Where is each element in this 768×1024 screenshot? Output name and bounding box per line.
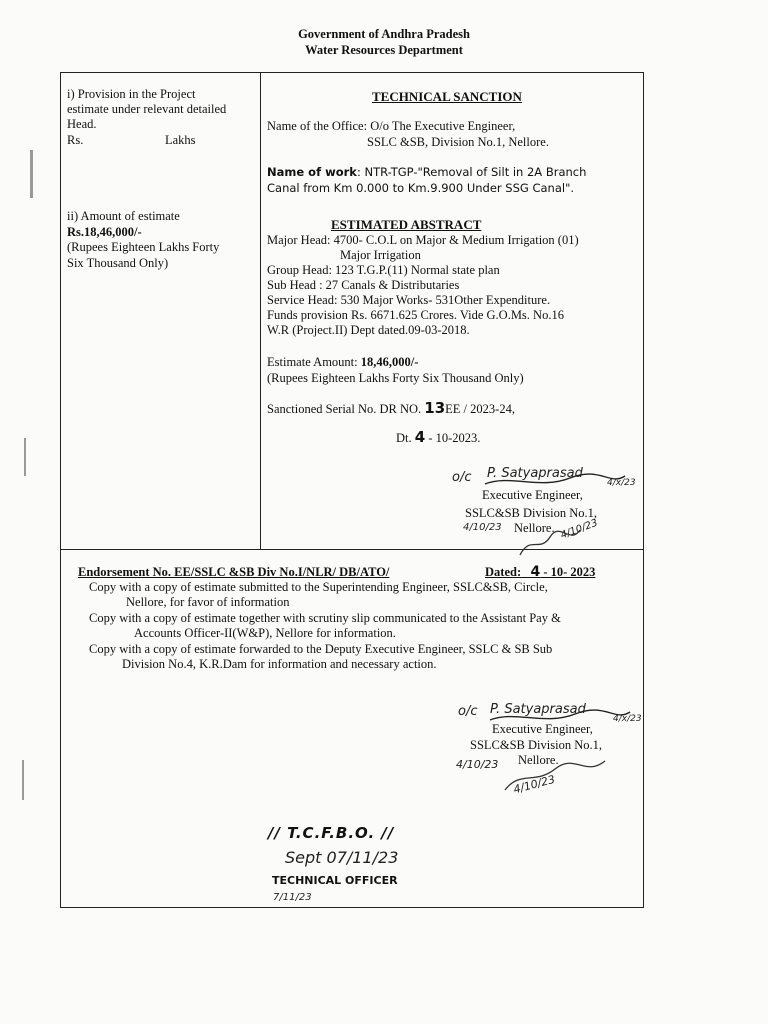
amount-words-1: (Rupees Eighteen Lakhs Forty (67, 240, 220, 254)
copy-3-line-2: Division No.4, K.R.Dam for information and necessary action. (122, 657, 437, 671)
copy-2-line-2: Accounts Officer-II(W&P), Nellore for information. (134, 626, 396, 640)
dated-handwritten: 4 (530, 564, 541, 580)
copy-1-line-2: Nellore, for favor of information (126, 595, 290, 609)
signature-scrawl: P. Satyaprasad (487, 466, 583, 481)
serial-suffix: EE / 2023-24, (445, 402, 515, 416)
scan-mark (24, 438, 26, 476)
serial-prefix: Sanctioned Serial No. DR NO. (267, 402, 425, 416)
signature-hand-date-right: 4/10/23 (559, 517, 600, 542)
copy-1-line-1: Copy with a copy of estimate submitted to the Superintending Engineer, SSLC&SB, Circle, (89, 580, 548, 594)
signature-hand-date-right: 4/10/23 (512, 772, 557, 797)
amount-line-1: ii) Amount of estimate (67, 209, 180, 223)
stamp-hand-date: 7/11/23 (273, 892, 312, 903)
rs-label: Rs. (67, 133, 84, 147)
lakhs-label: Lakhs (165, 133, 196, 147)
signature-hand-date-left: 4/10/23 (456, 758, 499, 771)
office-line-2: SSLC &SB, Division No.1, Nellore. (367, 135, 549, 149)
scan-mark (30, 150, 33, 198)
major-head-line-2: Major Irrigation (340, 248, 421, 262)
signature-designation: Executive Engineer, (482, 488, 583, 502)
date-handwritten: 4 (414, 428, 426, 446)
date-prefix: Dt. (396, 431, 415, 445)
estimate-amount (267, 355, 418, 371)
estimated-abstract-title: ESTIMATED ABSTRACT (331, 217, 482, 232)
dated-suffix: - 10- 2023 (540, 565, 596, 579)
service-head: Service Head: 530 Major Works- 531Other Expenditure. (267, 293, 551, 307)
work-line-2: Canal from Km 0.000 to Km.9.900 Under SSG Canal". (267, 181, 575, 195)
major-head-line-1: Major Head: 4700- C.O.L on Major & Medium Irrigation (01) (267, 233, 579, 247)
signature-date: 4/x/23 (613, 714, 642, 724)
government-title: Government of Andhra Pradesh (298, 27, 470, 41)
signature-designation: Executive Engineer, (492, 722, 593, 736)
funds-line-2: W.R (Project.II) Dept dated.09-03-2018. (267, 323, 470, 337)
technical-sanction-title: TECHNICAL SANCTION (372, 89, 522, 104)
copy-2-line-1: Copy with a copy of estimate together with scrutiny slip communicated to the Assistant Pay & (89, 611, 561, 625)
dated-label: Dated: (485, 565, 522, 579)
group-head: Group Head: 123 T.G.P.(11) Normal state plan (267, 263, 500, 277)
signature-flourish (500, 755, 610, 795)
provision-line-2: estimate under relevant detailed (67, 102, 227, 116)
department-title: Water Resources Department (305, 43, 463, 57)
estimate-amount-words: (Rupees Eighteen Lakhs Forty Six Thousand Only) (267, 371, 524, 385)
sanction-serial (267, 401, 515, 418)
signature-initial: o/c (458, 704, 478, 719)
work-label: Name of work (267, 165, 357, 179)
signature-place: Nellore. (514, 521, 555, 535)
signature-division: SSLC&SB Division No.1, (470, 738, 602, 752)
sanction-date (396, 430, 480, 447)
stamp-signature: Sept 07/11/23 (285, 848, 399, 867)
estimate-amount-label: Estimate Amount: (267, 355, 361, 369)
work-line-1 (267, 165, 586, 181)
signature-place: Nellore. (518, 753, 559, 767)
document-header (0, 26, 768, 58)
office-line-1: Name of the Office: O/o The Executive Engineer, (267, 119, 516, 133)
signature-scrawl: P. Satyaprasad (490, 702, 586, 717)
serial-handwritten: 13 (424, 399, 446, 417)
endorsement-number: Endorsement No. EE/SSLC &SB Div No.I/NLR/ DB/ATO/ (78, 565, 390, 579)
work-text-1: : NTR-TGP-"Removal of Silt in 2A Branch (356, 165, 587, 179)
amount-words-2: Six Thousand Only) (67, 256, 169, 270)
signature-date: 4/x/23 (607, 478, 636, 488)
sub-head: Sub Head : 27 Canals & Distributaries (267, 278, 460, 292)
stamp-technical-officer: TECHNICAL OFFICER (272, 874, 398, 887)
signature-flourish (515, 525, 585, 560)
signature-hand-date-left: 4/10/23 (463, 522, 502, 533)
endorsement-date (485, 565, 595, 581)
stamp-tcfbo: // T.C.F.B.O. // (268, 824, 395, 842)
funds-line-1: Funds provision Rs. 6671.625 Crores. Vide G.O.Ms. No.16 (267, 308, 564, 322)
column-divider (260, 72, 261, 550)
signature-initial: o/c (452, 470, 472, 485)
estimate-amount-value: 18,46,000/- (360, 355, 419, 369)
signature-division: SSLC&SB Division No.1, (465, 506, 597, 520)
date-suffix: - 10-2023. (425, 431, 481, 445)
provision-line-3: Head. (67, 117, 97, 131)
amount-value: Rs.18,46,000/- (67, 225, 142, 239)
provision-line-1: i) Provision in the Project (67, 87, 196, 101)
copy-3-line-1: Copy with a copy of estimate forwarded to the Deputy Executive Engineer, SSLC & SB Sub (89, 642, 553, 656)
scan-mark (22, 760, 24, 800)
